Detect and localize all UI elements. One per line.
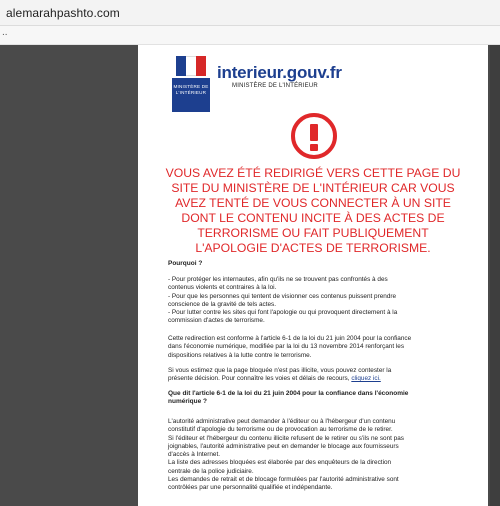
legal-line: Cette redirection est conforme à l'article 6-1 de la loi du 21 juin 2004 pour la confiance xyxy=(168,335,412,342)
contest-paragraph xyxy=(168,367,468,384)
site-name: interieur.gouv.fr xyxy=(217,63,342,82)
bookmarks-overflow-icon[interactable]: .. xyxy=(2,27,8,38)
vertical-scrollbar[interactable] xyxy=(490,45,500,506)
address-bar[interactable] xyxy=(0,0,500,26)
article-text xyxy=(168,418,468,493)
warning-line: VOUS AVEZ ÉTÉ REDIRIGÉ VERS CETTE PAGE DU xyxy=(165,166,461,180)
article-line: joignables, l'autorité administrative peut en demander le blocage aux fournisseurs xyxy=(168,442,399,450)
why-line: commission d'actes de terrorisme. xyxy=(168,317,265,325)
article-heading-line: numérique ? xyxy=(168,398,208,406)
warning-line: SITE DU MINISTÈRE DE L'INTÉRIEUR CAR VOUS xyxy=(171,181,455,195)
article-heading-line: Que dit l'article 6-1 de la loi du 21 juin 2004 pour la confiance dans l'économie xyxy=(168,390,409,397)
article-line: centrale de la police judiciaire. xyxy=(168,467,254,475)
why-line: contenus violents et contraires à la loi. xyxy=(168,284,277,292)
why-line: conscience de la gravité de tels actes. xyxy=(168,300,276,308)
french-flag-icon xyxy=(176,56,206,76)
ministry-logo xyxy=(172,78,210,112)
why-list xyxy=(168,276,468,326)
why-heading: Pourquoi ? xyxy=(168,260,203,267)
ministry-logo-text: MINISTÈRE DE L'INTÉRIEUR xyxy=(173,84,209,95)
why-line: - Pour protéger les internautes, afin qu'ils ne se trouvent pas confrontés à des xyxy=(168,276,388,283)
article-line: La liste des adresses bloquées est élaborée par des enquêteurs de la direction xyxy=(168,459,392,467)
article-line: contrôlées par une personnalité qualifiée et indépendante. xyxy=(168,484,333,492)
url-text[interactable]: alemarahpashto.com xyxy=(6,6,120,20)
legal-line: dans l'économie numérique, modifiée par la loi du 13 novembre 2014 renforçant les xyxy=(168,343,405,351)
contest-line-2 xyxy=(168,375,468,383)
site-subtitle: MINISTÈRE DE L'INTÉRIEUR xyxy=(232,83,318,89)
article-heading xyxy=(168,390,468,407)
bookmarks-bar xyxy=(0,26,500,45)
article-line: d'accès à Internet. xyxy=(168,451,221,459)
warning-line: L'APOLOGIE D'ACTES DE TERRORISME. xyxy=(195,241,431,255)
contest-text: présente décision. Pour connaître les voies et délais de recours, xyxy=(168,375,352,383)
page-viewport xyxy=(0,45,500,506)
why-line: - Pour que les personnes qui tentent de visionner ces contenus puissent prendre xyxy=(168,292,397,300)
appeal-link[interactable]: cliquez ici. xyxy=(351,375,381,383)
warning-line: DONT LE CONTENU INCITE À DES ACTES DE xyxy=(181,211,445,225)
warning-line: TERRORISME OU FAIT PUBLIQUEMENT xyxy=(197,226,429,240)
blocked-page xyxy=(138,45,488,506)
legal-paragraph xyxy=(168,335,468,360)
article-line: Si l'éditeur et l'hébergeur du contenu illicite refusent de le retirer ou s'ils ne sont pas xyxy=(168,434,404,442)
exclamation-circle-icon xyxy=(291,113,337,159)
redirect-warning xyxy=(158,166,468,256)
why-line: - Pour lutter contre les sites qui font l'apologie ou qui provoquent directement à la xyxy=(168,309,398,317)
article-line: L'autorité administrative peut demander à l'éditeur ou à l'hébergeur d'un contenu xyxy=(168,418,396,425)
warning-line: AVEZ TENTÉ DE VOUS CONNECTER À UN SITE xyxy=(175,196,451,210)
legal-line: dispositions relatives à la lutte contre le terrorisme. xyxy=(168,351,312,359)
article-line: constitutif d'apologie du terrorisme ou de provocation au terrorisme de le retirer. xyxy=(168,426,393,434)
contest-line: Si vous estimez que la page bloquée n'est pas illicite, vous pouvez contester la xyxy=(168,367,392,374)
article-line: Les demandes de retrait et de blocage formulées par l'autorité administrative sont xyxy=(168,476,399,484)
